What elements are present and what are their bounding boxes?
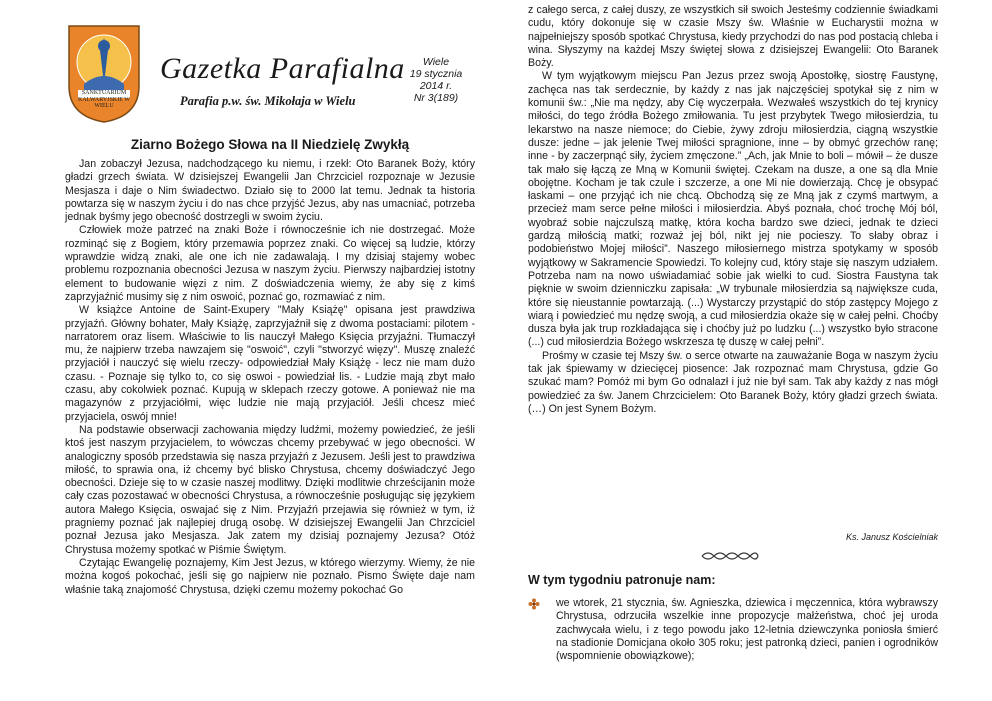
article-left-column bbox=[65, 158, 475, 597]
paragraph: Jan zobaczył Jezusa, nadchodzącego ku niemu, i rzekł: Oto Baranek Boży, który gładzi grzech świata. W dzisiejszej Ewangelii Jan Chrzciciel rozpoznaje w Jezusie Mesjasza i daje o Nim świadectwo. Działo się to 2000 lat temu. Jednak ta historia powtarza się w naszym życiu i do nas chce przyjść Jezus, aby nas umacniać, potrzeba jednak byśmy jego obecność dostrzegli w swoim życiu. bbox=[65, 158, 475, 224]
author-signature: Ks. Janusz Kościelniak bbox=[845, 532, 938, 542]
paragraph: Czytając Ewangelię poznajemy, Kim Jest Jezus, w którego wierzymy. Wiemy, że nie można kogoś pokochać, jeśli się go najpierw nie poznało. Pismo Święte daje nam właśnie taką znajomość Chrystusa, dzięki czemu możemy pokochać Go bbox=[65, 556, 475, 596]
ornament-divider bbox=[700, 550, 760, 562]
parish-subtitle: Parafia p.w. św. Mikołaja w Wielu bbox=[180, 94, 356, 108]
newsletter-title: Gazetka Parafialna bbox=[160, 52, 405, 85]
issue-number: Nr 3(189) bbox=[413, 92, 459, 104]
logo-caption: SANKTUARIUM KALWARYJSKIE W WIELU bbox=[78, 90, 130, 109]
issue-place: Wiele bbox=[422, 56, 450, 68]
article-right-column bbox=[528, 4, 938, 416]
issue-year: 2014 r. bbox=[419, 80, 453, 92]
paragraph: Na podstawie obserwacji zachowania między ludźmi, możemy powiedzieć, że jeśli ktoś jest naszym przyjacielem, to wówczas chcemy przebywać w jego obecności. W analogiczny sposób przedstawia się nasza przyjaźń z Jezusem. Jeśli jest to prawdziwa miłość, to sprawia ona, iż chcemy być blisko Chrystusa, chcemy doświadczyć Jego obecności. Dzieje się to w czasie naszej modlitwy. Dzięki modlitwie chrześcijanin może cały czas pozostawać w obecności Chrystusa, a równocześnie posługując się językiem autora Małego Księcia, oswajać się z Nim. Przyjaźń przejawia się również w tym, iż pragniemy poznać jak najlepiej drugą osobę. W dzisiejszej Ewangelii Jan Chrzciciel poznał Jezusa jako Mesjasza. Jak zatem my dzisiaj poznajemy Jezusa? Otóż Chrystusa możemy spotkać w Piśmie Świętym. bbox=[65, 423, 475, 556]
article-title: Ziarno Bożego Słowa na II Niedzielę Zwykłą bbox=[130, 137, 410, 152]
paragraph: W tym wyjątkowym miejscu Pan Jezus przez swoją Apostołkę, siostrę Faustynę, zachęca nas tak serdecznie, by każdy z nas jak najczęściej spotykał się z nim w komunii św.: „Nie ma nędzy, aby Cię wyczerpała. Wezwałeś wszystkich do tej krynicy miłości, do tego źródła Bożego zmiłowania. Tu jest przybytek Twego miłosierdzia, tu lekarstwo na nasze niemoce; do Ciebie, żywy zdroju miłosierdzia, ciągną wszystkie dusze: jedne – jak jelenie Twej miłości spragnione, inne – by obmyć grzechów ranę; inne - by zaczerpnąć siły, życiem zmęczone.” „Ach, jak Mnie to boli – mówił – że dusze tak mało się łączą ze Mną w Komunii świętej. Czekam na dusze, a one są dla Mnie obojętne. Kocham je tak czule i szczerze, a one Mi nie dowierzają. Chcę je obsypać łaskami – one przyjąć ich nie chcą. Obchodzą się ze Mną jak z czymś martwym, a przecież mam serce pełne miłości i miłosierdzia. Abyś poznała, choć trochę Mój ból, wyobraź sobie najczulszą matkę, która kocha bardzo swe dzieci, jednak te dzieci gardzą miłością matki; rozważ jej ból, nikt jej nie pocieszy. To słaby obraz i podobieństwo Mojej miłości”. Naszego miłosiernego mistrza spotykamy w sposób wyjątkowy w Sakramencie Spowiedzi. To kolejny cud, który staje się naszym udziałem. Potrzeba nam na nowo uświadamiać sobie jak wielki to cud. Siostra Faustyna tak pięknie w swoim dzienniczku zapisała: „W trybunale miłosierdzia są największe cuda, które się nieustannie powtarzają. (...) Wystarczy przystąpić do stóp zastępcy Mojego z wiarą i powiedzieć mu nędzę swoją, a cud miłosierdzia okaże się w całej pełni. Choćby dusza była jak trup rozkładająca się i choćby już po ludzku (...) wszystko było stracone (...) cud miłosierdzia Bożego wskrzesza tę duszę w całej pełni”. bbox=[528, 70, 938, 349]
flower-bullet-icon bbox=[528, 598, 540, 610]
issue-meta bbox=[406, 56, 466, 104]
paragraph: Prośmy w czasie tej Mszy św. o serce otwarte na zauważanie Boga w naszym życiu tak jak śpiewamy w dziecięcej piosence: Jak rozpoznać mam Chrystusa, gdzie Go szukać mam? Pomóż mi bym Go odnalazł i już nie był sam. Tak aby każdy z nas mógł powiedzieć za św. Janem Chrzcicielem: Oto Baranek Boży, który gładzi grzech świata. (…) On jest Synem Bożym. bbox=[528, 349, 938, 415]
paragraph: W książce Antoine de Saint-Exupery "Mały Książę" opisana jest prawdziwa przyjaźń. Główny bohater, Mały Książę, zaprzyjaźnił się z dwoma postaciami: pilotem - narratorem oraz lisem. Właściwie to lis nauczył Małego Księcia przyjaźni. Tłumaczył mu, że najpierw trzeba nawzajem się "oswoić", czyli "stworzyć więzy". Muszę znaleźć przyjaciół i nauczyć się wielu rzeczy- odpowiedział Mały Książę - lecz nie mam dużo czasu. - Poznaje się tylko to, co się oswoi - powiedział lis. - Ludzie mają zbyt mało czasu, aby cokolwiek poznać. Kupują w sklepach rzeczy gotowe. A ponieważ nie ma magazynów z przyjaciółmi, więc ludzie nie mają przyjaciół. Jeśli chcesz mieć przyjaciela, oswój mnie! bbox=[65, 304, 475, 423]
patron-text: we wtorek, 21 stycznia, św. Agnieszka, dziewica i męczennica, która wybrawszy Chrystusa, odrzuciła wszelkie inne propozycje małżeństwa, choć jej uroda zachwycała wielu, i z tego powodu jako 12-letnia dziewczynka poniosła śmierć na stadionie Domicjana około 305 roku; jest patronką dzieci, panien i ogrodników (wspomnienie obowiązkowe); bbox=[556, 597, 938, 663]
paragraph: z całego serca, z całej duszy, ze wszystkich sił swoich Jesteśmy codziennie świadkami cudu, który dokonuje się w czasie Mszy św. Właśnie w Eucharystii można w najpełniejszy sposób spotkać Chrystusa, kiedy przychodzi do nas pod postacią chleba i wina. Słyszymy na każdej Mszy świętej słowa z dzisiejszej Ewangelii: Oto Baranek Boży. bbox=[528, 4, 938, 70]
patrons-heading: W tym tygodniu patronuje nam: bbox=[528, 573, 716, 587]
paragraph: Człowiek może patrzeć na znaki Boże i równocześnie ich nie dostrzegać. Może rozminąć się z Bogiem, który przemawia poprzez znaki. Co więcej są ludzie, którzy wprawdzie widzą znaki, ale one ich nie zadawalają. I my dzisiaj stajemy wobec problemu rozpoznania obecności Jezusa w naszym życiu. Pierwszy najbardziej istotny element to budowanie więzi z nim. Z doświadczenia wiemy, że aby się z kimś zaprzyjaźnić musimy się z nim oswoić, poznać go, rozmawiać z nim. bbox=[65, 224, 475, 303]
issue-date: 19 stycznia bbox=[409, 68, 463, 80]
